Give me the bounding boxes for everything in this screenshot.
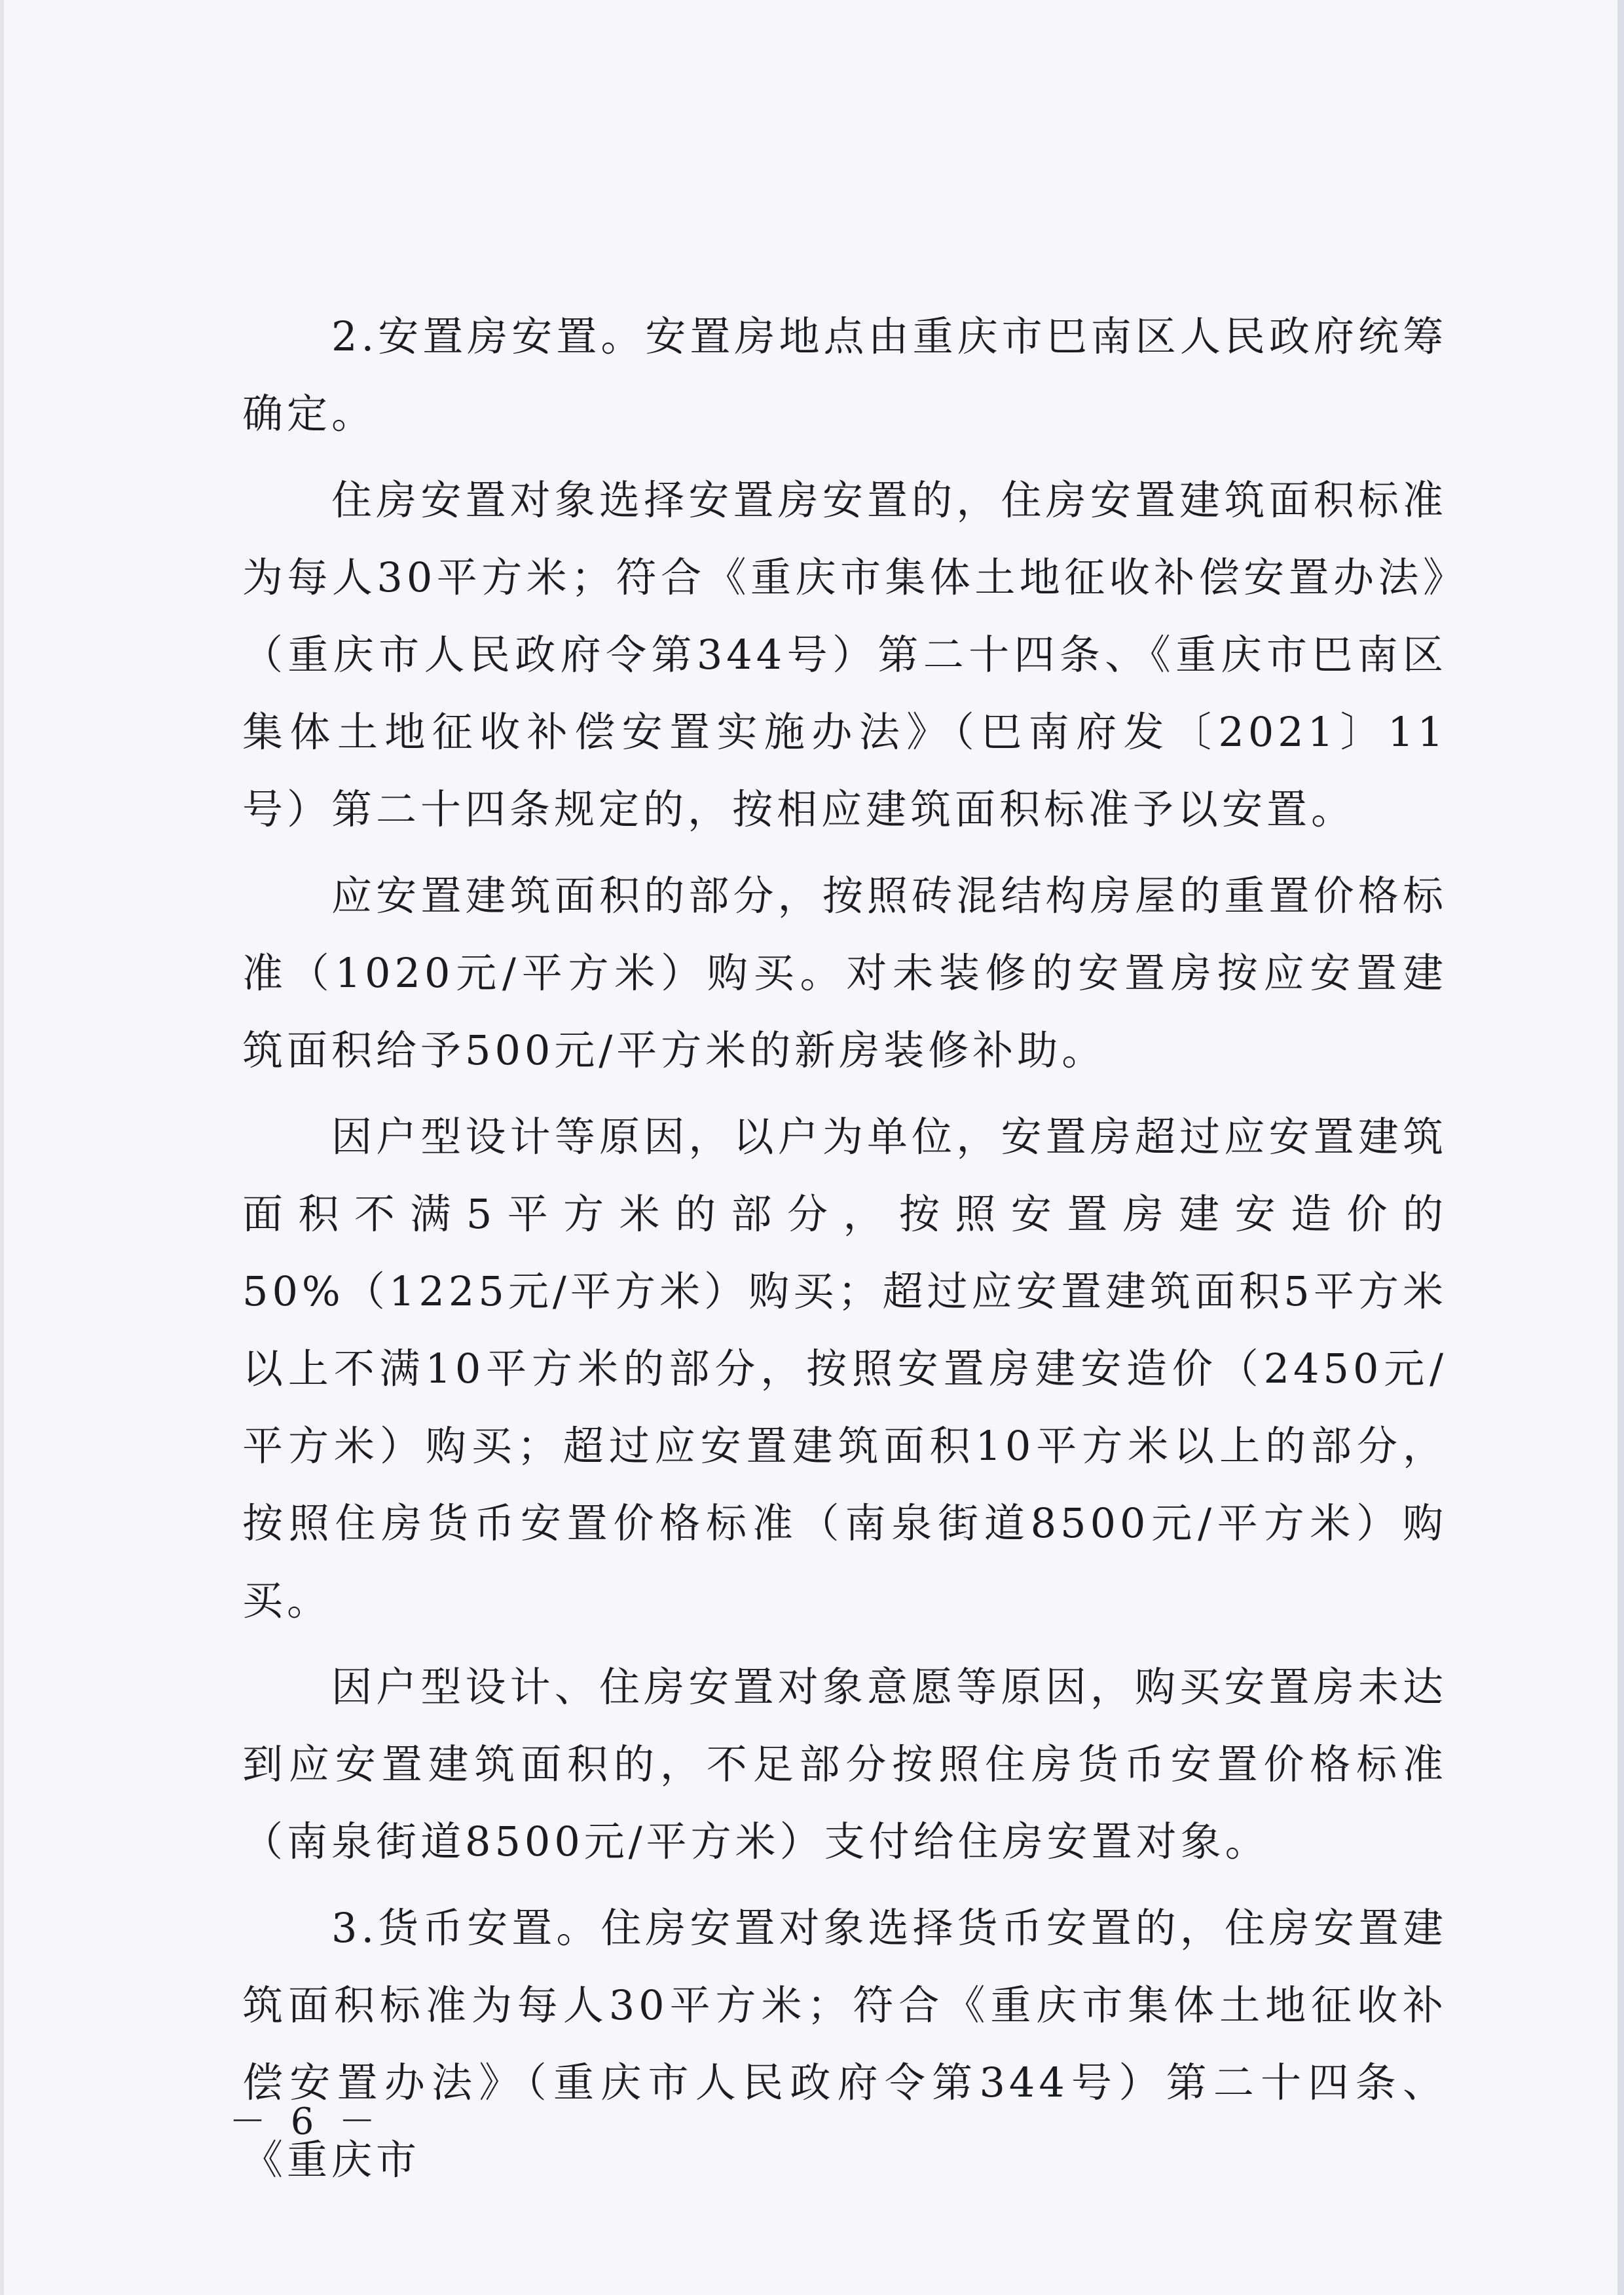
paragraph-resettlement-housing: 2.安置房安置。安置房地点由重庆市巴南区人民政府统筹确定。 xyxy=(242,312,1447,438)
paragraph-purchase-price: 应安置建筑面积的部分，按照砖混结构房屋的重置价格标准（1020元/平方米）购买。对未装修的安置房按应安置建筑面积给予500元/平方米的新房装修补助。 xyxy=(242,872,1447,1074)
paragraph-area-standard: 住房安置对象选择安置房安置的，住房安置建筑面积标准为每人30平方米；符合《重庆市集体土地征收补偿安置办法》（重庆市人民政府令第344号）第二十四条、《重庆市巴南区集体土地征收补偿安置实施办法》（巴南府发〔2021〕11号）第二十四条规定的，按相应建筑面积标准予以安置。 xyxy=(242,476,1447,833)
paragraph-excess-area: 因户型设计等原因，以户为单位，安置房超过应安置建筑面积不满5平方米的部分，按照安置房建安造价的50%（1225元/平方米）购买；超过应安置建筑面积5平方米以上不满10平方米的部分，按照安置房建安造价（2450元/平方米）购买；超过应安置建筑面积10平方米以上的部分，按照住房货币安置价格标准（南泉街道8500元/平方米）购买。 xyxy=(242,1113,1447,1624)
page-number: － 6 － xyxy=(229,2100,382,2143)
paragraph-monetary-resettlement: 3.货币安置。住房安置对象选择货币安置的，住房安置建筑面积标准为每人30平方米；符合《重庆市集体土地征收补偿安置办法》（重庆市人民政府令第344号）第二十四条、《重庆市 xyxy=(242,1904,1447,2184)
paragraph-shortfall-area: 因户型设计、住房安置对象意愿等原因，购买安置房未达到应安置建筑面积的，不足部分按照住房货币安置价格标准（南泉街道8500元/平方米）支付给住房安置对象。 xyxy=(242,1663,1447,1865)
document-body xyxy=(242,298,1447,2208)
